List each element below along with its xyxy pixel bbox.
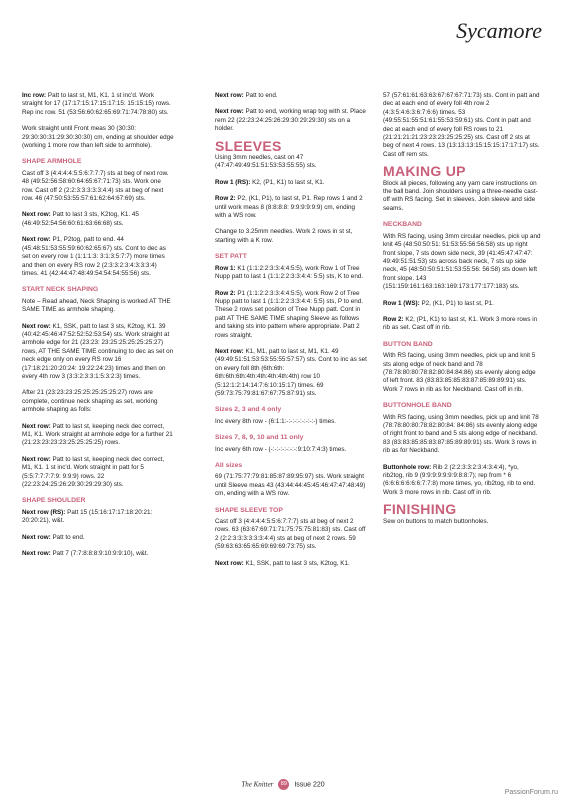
watermark: PassionForum.ru: [504, 789, 558, 796]
instruction-label: Next row:: [22, 211, 51, 219]
instruction-text: Patt to last st, keeping neck dec correct, M1, K1. Work straight at armhole edge for a further 21 (21:23:23:23:23:25:25:25:25) rows.: [22, 422, 173, 447]
instruction-label: Next row (RS):: [22, 508, 66, 516]
instruction-text: Patt 15 (15:16:17:17:18:20:21: 20:20:21), w&t.: [22, 508, 153, 525]
instruction-text: Sew on buttons to match buttonholes.: [383, 517, 489, 525]
instruction-text: 57 (57:61:61:63:63:67:67:67:71:73) sts. Cont in patt and dec at each end of every foll 4th row 2 (4:3:5:4:6:3:6:7:6:6) times. 53 (49:55:51:55:51:61:55:53:59:61) sts. Cont in patt and dec at each end of every foll RS rows to 21 (21:21:21:21:23:23:23:25:25:25) sts. Cast off 2 sts at beg of next 4 rows. 13 (13:13:13:15:15:15:17:17:17) sts. Cast off rem sts.: [383, 92, 540, 158]
paragraph: [215, 518, 367, 552]
instruction-label: Next row:: [22, 550, 51, 558]
subsection-heading: SHAPE SLEEVE TOP: [215, 506, 283, 514]
paragraph: [215, 92, 367, 100]
instruction-label: Next row:: [215, 559, 244, 567]
subsection-heading: All sizes: [215, 462, 243, 469]
instruction-label: Row 2:: [215, 289, 236, 297]
instruction-text: Note – Read ahead, Neck Shaping is worked AT THE SAME TIME as armhole shaping.: [22, 297, 171, 314]
instruction-text: Patt to last st, keeping neck dec correct, M1, K1. 1 st inc'd. Work straight in patt for 5 (5:5:7:7:7:7:9: 9:9:9) rows. 22 (22:23:24:25:26:29:30:29:29:30) sts.: [22, 455, 165, 489]
instruction-label: Row 1:: [215, 264, 236, 272]
paragraph: [215, 473, 367, 498]
paragraph: [215, 560, 367, 568]
subsection-heading: SHAPE ARMHOLE: [22, 158, 82, 166]
paragraph: [22, 534, 174, 542]
instruction-text: P2, (K1, P1) to last st, P1.: [419, 299, 494, 307]
paragraph: [215, 195, 367, 220]
instruction-label: Next row:: [215, 92, 244, 99]
instruction-text: Patt to last st, M1, K1. 1 st inc'd. Work straight for 17 (17:17:15:17:15:17:15: 15:15:15) rows. Rep inc row. 51 (53:56:60:62:65:69:71:74:78:80) sts.: [22, 92, 171, 116]
instruction-label: Row 1 (WS):: [383, 299, 420, 307]
section-heading: SLEEVES: [215, 137, 282, 154]
instruction-text: K2, (P1, K1) to last st, K1.: [250, 178, 325, 186]
paragraph: [22, 550, 174, 558]
instruction-label: Next row:: [22, 322, 51, 330]
paragraph: [22, 456, 174, 490]
instruction-text: 69 (71:75:77:79:81:85:87:89:95:97) sts. Work straight until Sleeve meas 43 (43:44:44:45:45:46:47:47:48:49) cm, ending with a WS row.: [215, 473, 366, 498]
instruction-label: Row 2:: [383, 315, 404, 323]
paragraph: [22, 298, 174, 315]
instruction-text: K1 (1:1:2:2:3:3:4:4:5:5), work Row 1 of Tree Nupp patt to last 1 (1:1:2:2:3:3:4:4: 5:5) sts, K to end.: [215, 264, 364, 281]
instruction-label: Inc row:: [22, 92, 47, 99]
instruction-text: P2, (K1, P1), to last st, P1. Rep rows 1 and 2 until work meas 8 (8:8:8:8: 9:9:9:9:9:9) cm, ending with a WS row.: [215, 195, 363, 220]
instruction-text: P1 (1:1:2:2:3:3:4:4:5:5), work Row 2 of Tree Nupp patt to last 1 (1:1:2:2:3:3:4:4: 5:5) sts, P to end. These 2 rows set position of Tree Nupp patt. Cont in patt AT THE SAME TIME shaping Sleeve as follows and taking sts into pattern where appropriate. Patt 2 rows straight.: [215, 289, 363, 339]
subsection-heading: SET PATT: [215, 253, 247, 261]
instruction-label: Next row:: [215, 347, 244, 355]
instruction-text: Cast off 3 (4:4:4:4:5:5:6:7:7:7) sts at beg of next 2 rows. 63 (63:67:69:71:71:75:75:75:81:83) sts. Cast off 2 (2:2:3:3:3:3:3:3:4:4) sts at beg of next 2 rows. 59 (59:63:63:65:65:69:69:69:73:75) sts.: [215, 518, 366, 551]
paragraph: [215, 446, 367, 454]
paragraph: [22, 125, 174, 150]
paragraph: [22, 211, 174, 228]
instruction-text: Block all pieces, following any yarn care instructions on the ball band. Join shoulders using a three-needle cast-off with RS facing. Set in sleeves. Join sleeve and side seams.: [383, 179, 538, 212]
paragraph: [22, 170, 174, 204]
instruction-text: K1, SSK, patt to last 3 sts, K2tog, K1. 39 (40:42:45:46:47:52:52:52:53:54) sts. Work straight at armhole edge for 21 (23:23: 23:25:25:25:25:25:27) rows, AT THE SAME TIME continuing to dec as set on neck edge only on every RS row 16 (17:18:21:20:20:24: 19:22:24:23) times and then on every 4th row 3 (3:3:2:3:3:1:5:3:2:3) times.: [22, 322, 174, 380]
paragraph: [383, 414, 541, 456]
instruction-text: Patt 7 (7:7:8:8:8:9:10:9:9:10), w&t.: [50, 550, 149, 558]
instruction-text: P1, P2tog, patt to end. 44 (45:48:51:53:55:59:60:62:65:67) sts. Cont to dec as set on every row 1 (1:1:1:3: 3:1:3:5:7:7) more times and then on every RS row 2 (2:3:3:2:3:4:3:3:3:4) times. 41 (42:44:47:48:49:54:54:54:55:56) sts.: [22, 236, 166, 277]
subsection-heading: BUTTONHOLE BAND: [383, 402, 452, 410]
instruction-text: Patt to end.: [50, 533, 85, 541]
instruction-label: Row 1 (RS):: [215, 178, 251, 186]
instruction-text: With RS facing, using 3mm circular needles, pick up and knit 45 (48:50:50:51: 51:53:55:56:56:58) sts up right front slope, 7 sts down side neck, 39 (41:45:47:47:47: 49:49:51:51:53) sts across back neck, 7 sts up side neck, 45 (48:50:50:51:51:53:55:56: 56:58) sts down left front slope. 143 (151:159:161:163:163:169:173:177:177:183) sts.: [383, 232, 541, 291]
instruction-text: With RS facing, using 3mm needles, pick up and knit 78 (78:78:80:80:78:82:80:84: 84:86) sts evenly along edge of right front to band and 5 sts along edge of neckband. 83 (83:83:85:85:83:87:85:89:89:91) sts. Work 3 rows in rib as for Neckband.: [383, 413, 539, 455]
instruction-text: Inc every 8th row - (6:1:1:-:-:-:-:-:-:-:-) times.: [215, 417, 337, 425]
paragraph: [383, 352, 541, 394]
column-1: [22, 92, 174, 566]
instruction-text: Inc every 6th row - (-:-:-:-:-:-:-:9:10:7:4:3) times.: [215, 445, 347, 453]
paragraph: [22, 92, 174, 117]
column-2: [215, 92, 367, 576]
paragraph: [215, 265, 367, 282]
paragraph: [383, 233, 541, 292]
subsection-heading: BUTTON BAND: [383, 340, 433, 348]
instruction-text: K1, SSK, patt to last 3 sts, K2tog, K1.: [243, 559, 350, 567]
instruction-text: Patt to end.: [243, 92, 278, 99]
subsection-heading: Sizes 7, 8, 9, 10 and 11 only: [215, 434, 304, 442]
instruction-text: Rib 2 (2:2:3:3:2:3:4:3:4:4), *yo, rib2tog, rib 9 (9:9:9:9:9:9:9:8:8:7); rep from * 6 (6:6:6:6:6:6:6:7:7:8) more times, yo, rib2tog, rib to end. Work 3 more rows in rib. Cast off in rib.: [383, 463, 536, 496]
subsection-heading: NECKBAND: [383, 221, 422, 229]
paragraph: [215, 154, 367, 171]
paragraph: [383, 518, 541, 526]
magazine-name: The Knitter: [241, 780, 274, 789]
paragraph: [383, 316, 541, 333]
paragraph: [215, 418, 367, 426]
paragraph: [215, 108, 367, 133]
instruction-text: K2, (P1, K1) to last st, K1. Work 3 more rows in rib as set. Cast off in rib.: [383, 315, 538, 332]
subsection-heading: START NECK SHAPING: [22, 286, 99, 294]
paragraph: [22, 389, 174, 414]
instruction-text: K1, M1, patt to last st, M1, K1. 49 (49:49:51:51:53:53:55:55:57:57) sts. Cont to inc as set on every foll 8th (6th:6th: 6th:6th:6th:4th:4th:4th:4th:4th) row 10 (5:12:1:2:14:14:7:6:10:15:17) times. 69 (59:73:75:79:81:67:67:75:87:91) sts.: [215, 347, 367, 397]
instruction-text: Patt to last 3 sts, K2tog, K1. 45 (46:49:52:54:56:60:61:63:66:68) sts.: [22, 211, 139, 227]
subsection-heading: Sizes 2, 3 and 4 only: [215, 406, 282, 414]
paragraph: [22, 423, 174, 448]
paragraph: [22, 236, 174, 278]
section-heading: FINISHING: [383, 501, 457, 518]
instruction-text: Cast off 3 (4:4:4:4:5:5:6:7:7:7) sts at beg of next row. 48 (49:52:56:58:60:64:65:67:71:73) sts. Work one row. Cast off 2 (2:2:3:3:3:3:3:4:4) sts at beg of next row. 46 (47:50:53:55:57:61:62:64:67:69) sts.: [22, 169, 169, 203]
paragraph: [383, 464, 541, 498]
paragraph: [215, 348, 367, 398]
instruction-label: Next row:: [22, 533, 51, 541]
instruction-text: After 21 (23:23:23:25:25:25:25:25:27) rows are complete, continue neck shaping as set, working armhole shaping as folls:: [22, 389, 158, 414]
subsection-heading: SHAPE SHOULDER: [22, 497, 86, 505]
instruction-label: Next row:: [22, 422, 51, 430]
instruction-text: Work straight until Front meas 30 (30:30: 29:30:30:31:29:30:30:30) cm, ending at shoulder edge (working 1 more row than left side to armhole).: [22, 125, 174, 150]
paragraph: [383, 92, 541, 159]
column-3: [383, 92, 541, 534]
instruction-label: Next row:: [215, 108, 244, 116]
instruction-text: Using 3mm needles, cast on 47 (47:47:49:49:51:51:53:53:55:55) sts.: [215, 154, 317, 170]
page-footer: [0, 779, 566, 790]
instruction-text: With RS facing, using 3mm needles, pick up and knit 5 sts along edge of neck band and 78 (78:78:80:80:78:82:80:84:84:86) sts evenly along edge of left front. 83 (83:83:85:85:83:87:85:89:89:91) sts. Work 7 rows in rib as for Neckband. Cast off in rib.: [383, 352, 536, 393]
page-number: 89: [278, 779, 289, 790]
paragraph: [215, 179, 367, 187]
instruction-label: Buttonhole row:: [383, 463, 432, 471]
instruction-text: Change to 3.25mm needles. Work 2 rows in st st, starting with a K row.: [215, 228, 353, 244]
paragraph: [383, 180, 541, 214]
page-title: Sycamore: [456, 18, 542, 43]
issue-label: Issue 220: [294, 781, 325, 789]
paragraph: [215, 228, 367, 245]
instruction-label: Row 2:: [215, 195, 236, 203]
paragraph: [215, 290, 367, 340]
instruction-label: Next row:: [22, 236, 51, 244]
paragraph: [383, 300, 541, 308]
instruction-label: Next row:: [22, 455, 51, 463]
paragraph: [22, 323, 174, 382]
section-heading: MAKING UP: [383, 163, 466, 180]
instruction-text: Patt to end, working wrap tog with st. Place rem 22 (22:23:24:25:26:29:30:29:29:30) sts on a holder.: [215, 108, 366, 133]
paragraph: [22, 509, 174, 526]
